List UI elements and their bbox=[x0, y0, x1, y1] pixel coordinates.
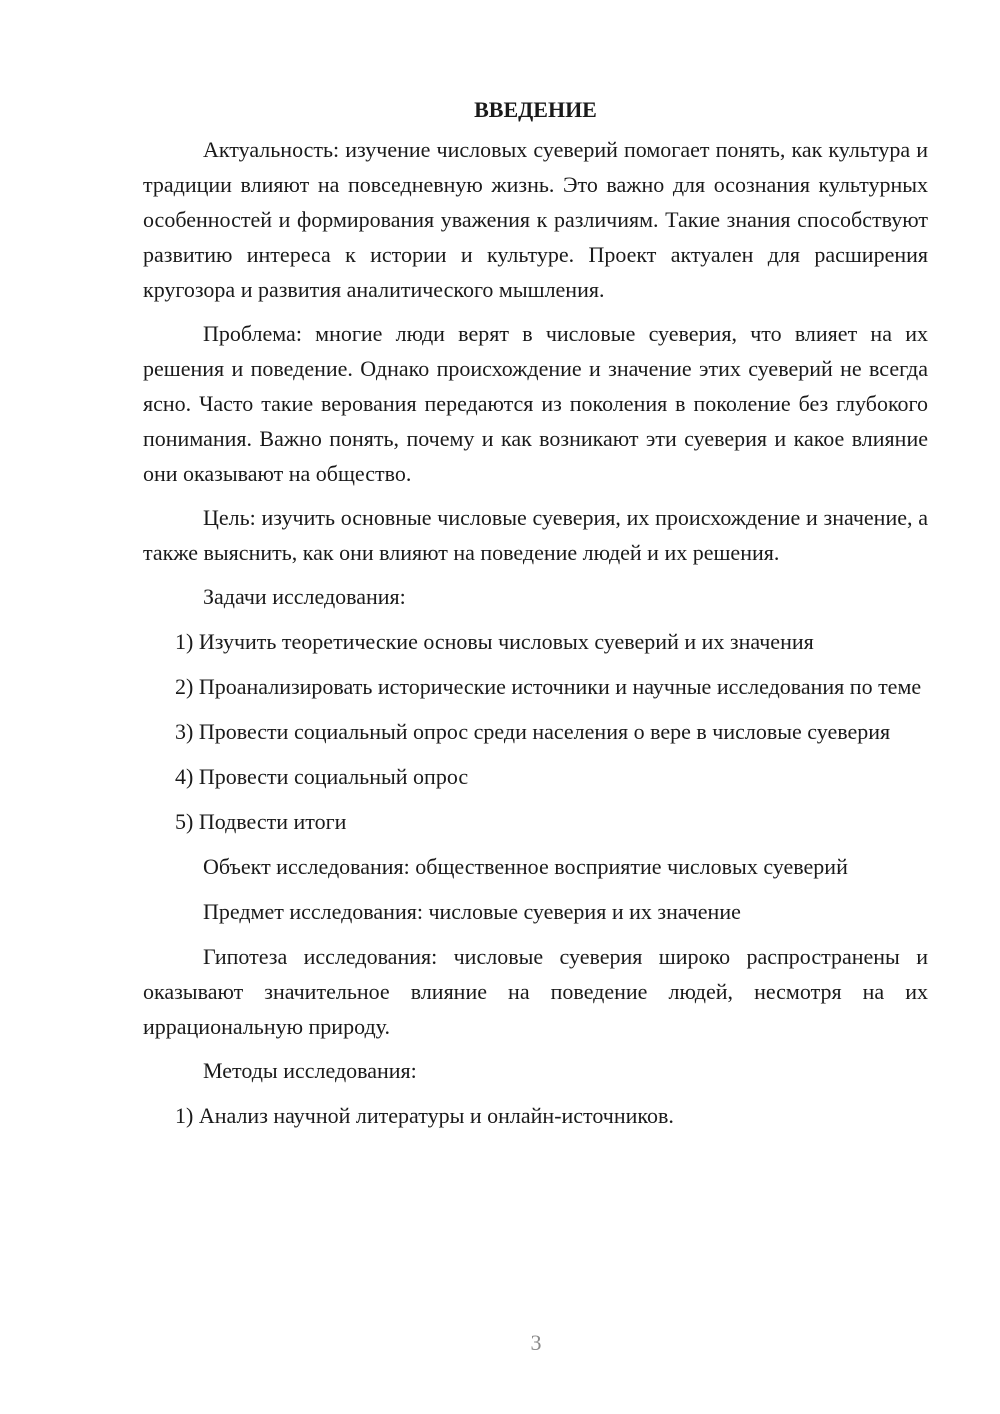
research-object: Объект исследования: общественное восприятие числовых суеверий bbox=[203, 854, 848, 879]
method-item-1: 1) Анализ научной литературы и онлайн-источников. bbox=[175, 1103, 674, 1128]
task-item-2: 2) Проанализировать исторические источники и научные исследования по теме bbox=[175, 674, 922, 699]
page-content bbox=[143, 92, 928, 1143]
hypothesis-paragraph: Гипотеза исследования: числовые суеверия широко распространены и оказывают значительное влияние на поведение людей, несмотря на их иррациональную природу. bbox=[143, 944, 928, 1039]
problem-paragraph: Проблема: многие люди верят в числовые суеверия, что влияет на их решения и поведение. Однако происхождение и значение этих суеверий не всегда ясно. Часто такие верования передаются из поколения в поколение без глубокого понимания. Важно понять, почему и как возникают эти суеверия и какое влияние они оказывают на общество. bbox=[143, 321, 928, 486]
task-item-4: 4) Провести социальный опрос bbox=[175, 764, 469, 789]
goal-paragraph: Цель: изучить основные числовые суеверия, их происхождение и значение, а также выяснить, как они влияют на поведение людей и их решения. bbox=[143, 505, 928, 565]
relevance-paragraph: Актуальность: изучение числовых суеверий помогает понять, как культура и традиции влияют на повседневную жизнь. Это важно для осознания культурных особенностей и формирования уважения к различиям. Такие знания способствуют развитию интереса к истории и культуре. Проект актуален для расширения кругозора и развития аналитического мышления. bbox=[143, 137, 928, 302]
page-number: 3 bbox=[530, 1330, 542, 1355]
tasks-heading: Задачи исследования: bbox=[203, 584, 406, 609]
research-subject: Предмет исследования: числовые суеверия и их значение bbox=[203, 899, 741, 924]
methods-heading: Методы исследования: bbox=[203, 1058, 417, 1083]
task-item-1: 1) Изучить теоретические основы числовых суеверий и их значения bbox=[175, 629, 814, 654]
page-title: ВВЕДЕНИЕ bbox=[474, 97, 597, 122]
task-item-3: 3) Провести социальный опрос среди населения о вере в числовые суеверия bbox=[175, 719, 891, 744]
task-item-5: 5) Подвести итоги bbox=[175, 809, 347, 834]
